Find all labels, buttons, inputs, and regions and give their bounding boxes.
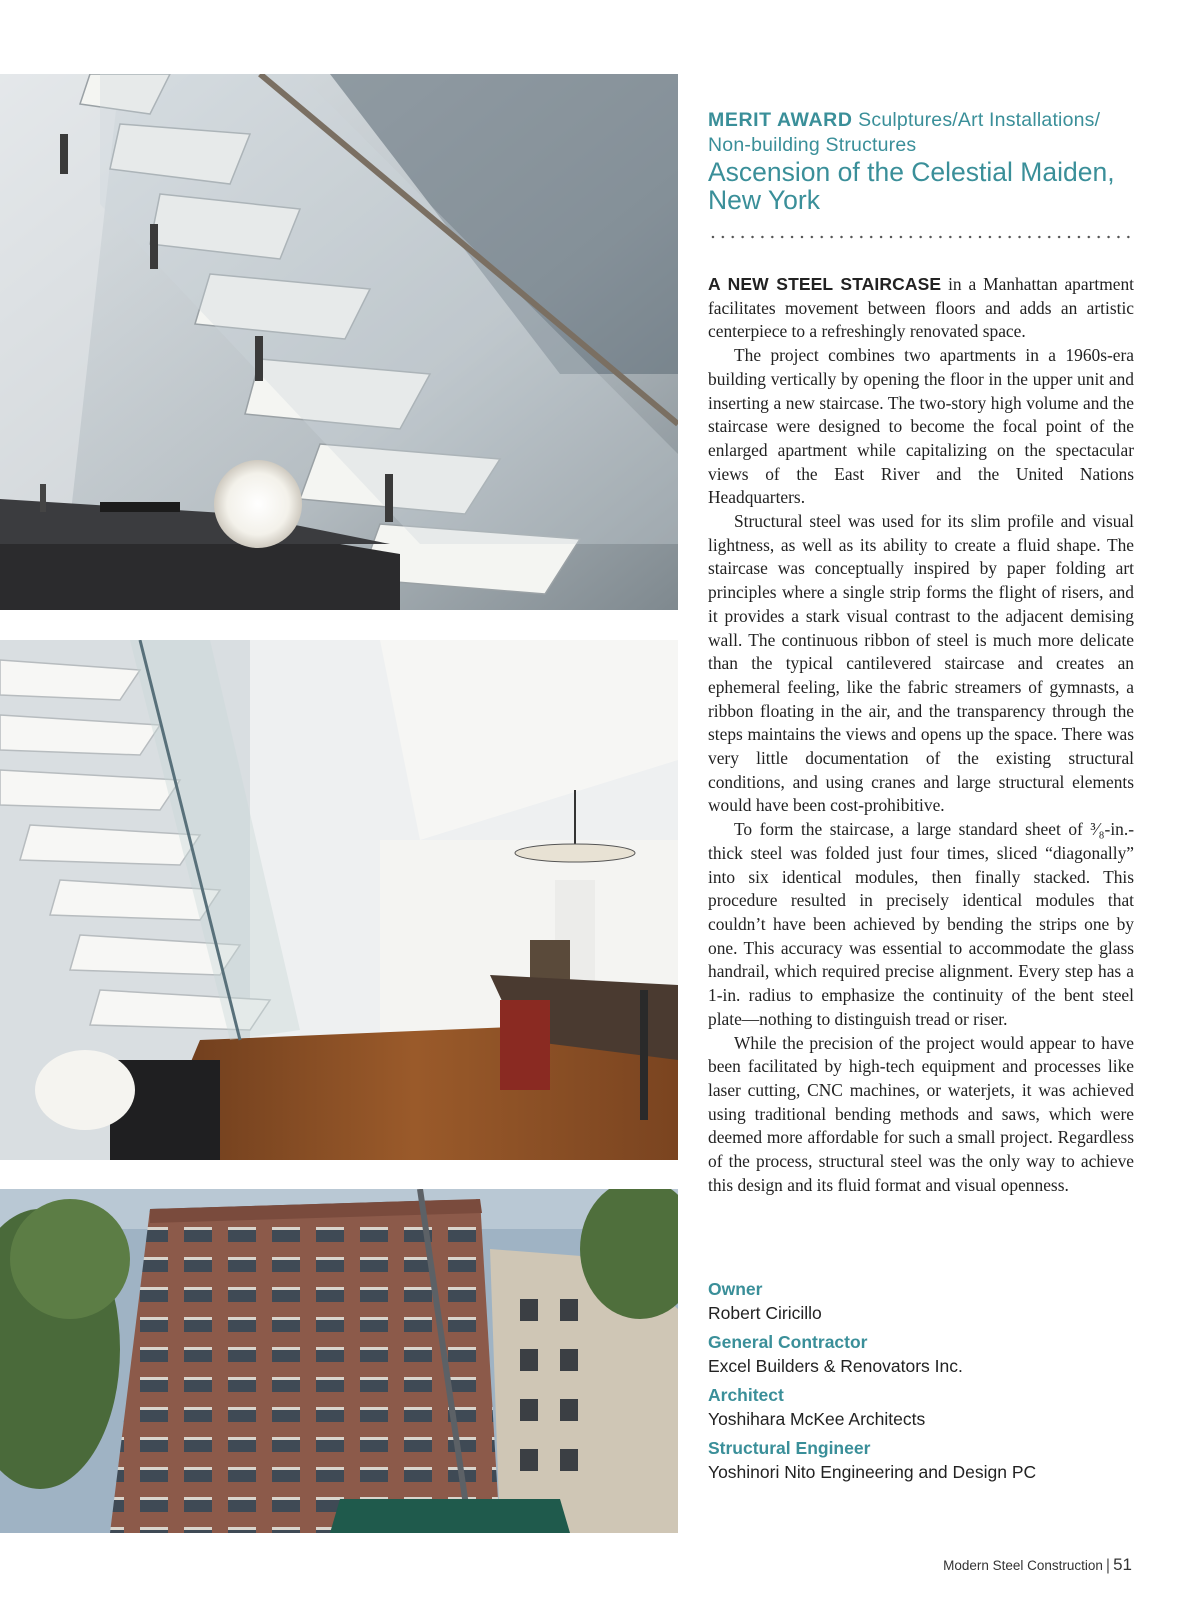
credit-architect: [708, 1383, 1138, 1431]
credit-role: General Contractor: [708, 1332, 868, 1352]
page-footer: [943, 1555, 1132, 1575]
credit-role: Owner: [708, 1279, 763, 1299]
photo-building-exterior: [0, 1189, 678, 1533]
body-paragraph: While the precision of the project would appear to have been facilitated by high-tech equipment and processes like laser cutting, CNC machines, or waterjets, it was achieved using traditional bending methods and saws, which were deemed more affordable for such a small project. Regardless of the process, structural steel was the only way to achieve this design and its fluid format and visual openness.: [708, 1032, 1134, 1195]
credit-general-contractor: [708, 1330, 1138, 1378]
award-category-line-1: [708, 108, 1148, 133]
photo-staircase-living-room: [0, 640, 678, 1160]
credit-owner: [708, 1277, 1138, 1325]
award-category-line-2: Non-building Structures: [708, 134, 917, 156]
article-header: [708, 108, 1148, 214]
photo-staircase-evening: [0, 74, 678, 610]
project-credits: [708, 1277, 1138, 1489]
award-label: MERIT AWARD: [708, 109, 853, 131]
credit-name: Yoshinori Nito Engineering and Design PC: [708, 1462, 1037, 1482]
credit-name: Excel Builders & Renovators Inc.: [708, 1356, 963, 1376]
lead-text: in a Manhattan apartment facilitates movement between floors and adds an artistic centerpiece to a refreshingly renovated space.: [708, 274, 1134, 342]
body-paragraph: Structural steel was used for its slim profile and visual lightness, as well as its ability to create a fluid shape. The staircase was conceptually inspired by paper folding art principles where a single strip forms the flight of risers, and it provides a stark visual contrast to the adjacent demising wall. The continuous ribbon of steel is much more delicate than the typical cantilevered staircase and creates an ephemeral feeling, like the fabric streamers of gymnasts, a ribbon floating in the air, and the transparency through the steps maintains the views and opens up the space. There was very little documentation of the existing structural conditions, and using cranes and large structural elements would have been cost-prohibitive.: [708, 511, 1134, 816]
footer-separator: |: [1105, 1557, 1111, 1574]
publication-name: Modern Steel Construction: [943, 1558, 1103, 1573]
credit-name: Yoshihara McKee Architects: [708, 1409, 926, 1429]
lead-caps: A NEW STEEL STAIRCASE: [708, 274, 942, 294]
page-number: 51: [1113, 1555, 1132, 1574]
article-body: [708, 273, 1134, 1197]
credit-structural-engineer: [708, 1436, 1138, 1484]
credit-role: Structural Engineer: [708, 1438, 871, 1458]
credit-role: Architect: [708, 1385, 784, 1405]
dotted-divider: [708, 234, 1134, 240]
project-title-line-1: Ascension of the Celestial Maiden,: [708, 157, 1115, 187]
body-paragraph: To form the staircase, a large standard sheet of ³⁄₈-in.-thick steel was folded just four times, sliced “diagonally” into six identical modules, then finally stacked. This procedure resulted in precisely identical modules that couldn’t have been achieved by bending the strips one by one. This accuracy was essential to accommodate the glass handrail, which required precise alignment. Every step has a 1-in. radius to emphasize the continuity of the bent steel plate—nothing to distinguish tread or riser.: [708, 819, 1134, 1029]
project-title-line-2: New York: [708, 185, 820, 215]
lead-paragraph: [708, 273, 1134, 344]
award-category: Sculptures/Art Installations/: [858, 109, 1101, 131]
body-paragraph: The project combines two apartments in a 1960s-era building vertically by opening the floor in the upper unit and inserting a new staircase. The two-story high volume and the staircase were designed to become the focal point of the enlarged apartment while capitalizing on the spectacular views of the East River and the United Nations Headquarters.: [708, 345, 1134, 508]
project-title: [708, 158, 1148, 214]
credit-name: Robert Ciricillo: [708, 1303, 822, 1323]
